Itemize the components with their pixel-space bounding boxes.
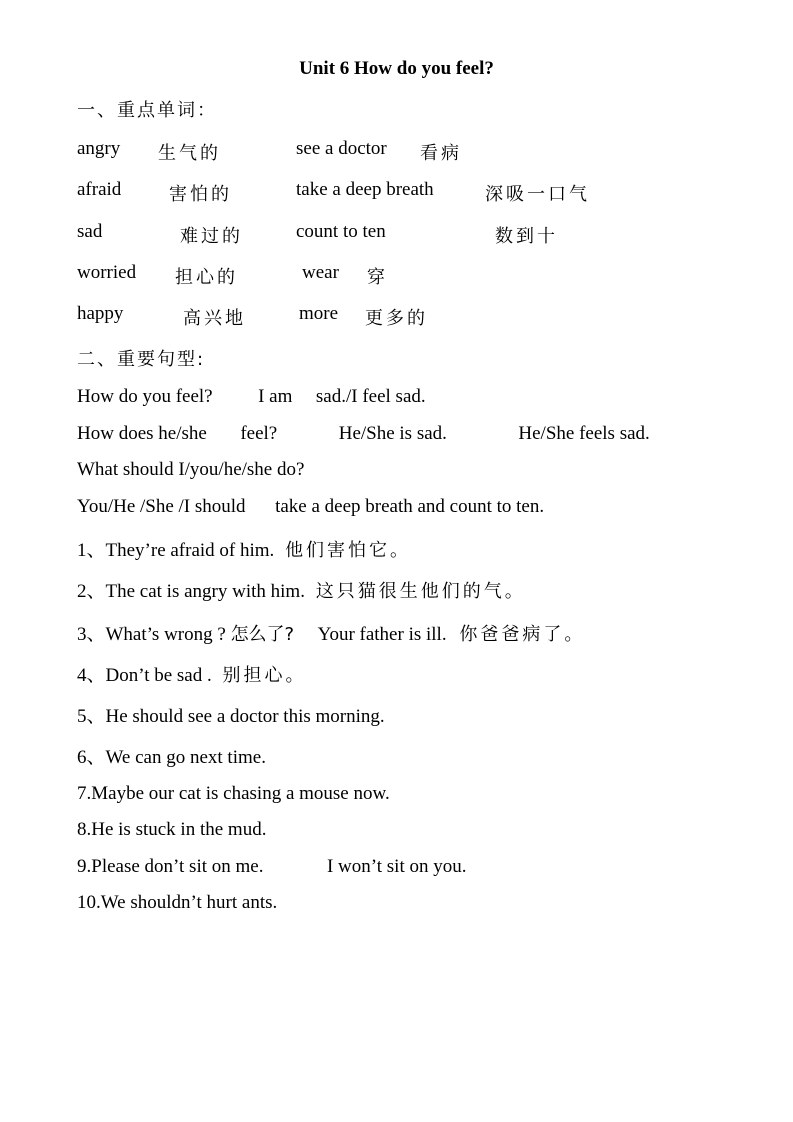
pattern-line xyxy=(77,496,544,518)
section-heading-patterns: 二、重要句型: xyxy=(77,349,206,370)
sentence-item xyxy=(77,535,411,562)
sentence-item xyxy=(77,619,585,646)
sentence-chinese: 你爸爸病了。 xyxy=(459,624,586,645)
pattern-text: How does he/she xyxy=(77,423,207,444)
pattern-text: feel? xyxy=(240,423,278,444)
sentence-item xyxy=(77,856,466,878)
sentence-english: 9.Please don’t sit on me. xyxy=(77,856,264,877)
vocab-word: happy xyxy=(77,303,124,324)
sentence-item: 6、We can go next time. xyxy=(77,747,266,768)
vocab-meaning: 更多的 xyxy=(365,308,428,329)
vocab-meaning: 难过的 xyxy=(180,226,243,247)
pattern-text: I am xyxy=(258,386,293,407)
vocab-word: sad xyxy=(77,221,103,242)
sentence-item: 8.He is stuck in the mud. xyxy=(77,819,267,840)
section-heading-vocab: 一、重点单词： xyxy=(77,100,217,121)
vocab-row xyxy=(77,262,777,286)
sentence-english: 1、They’re afraid of him. xyxy=(77,540,275,561)
pattern-text: take a deep breath and count to ten. xyxy=(275,496,545,517)
sentence-chinese: 别担心。 xyxy=(222,665,307,686)
vocab-meaning: 高兴地 xyxy=(183,308,246,329)
vocab-row xyxy=(77,303,777,327)
pattern-text: He/She is sad. xyxy=(338,423,447,444)
sentence-chinese: 他们害怕它。 xyxy=(285,540,412,561)
sentence-item: 10.We shouldn’t hurt ants. xyxy=(77,892,278,913)
vocab-row xyxy=(77,179,777,203)
vocab-meaning: 深吸一口气 xyxy=(485,184,590,205)
pattern-text: You/He /She /I should xyxy=(77,496,246,517)
page-title: Unit 6 How do you feel? xyxy=(299,58,494,79)
sentence-english: I won’t sit on you. xyxy=(326,856,467,877)
sentence-chinese: 怎么了? xyxy=(230,624,295,645)
pattern-line xyxy=(77,423,650,445)
sentence-item xyxy=(77,660,307,687)
vocab-meaning: 看病 xyxy=(420,143,462,164)
pattern-text: sad./I feel sad. xyxy=(315,386,426,407)
sentence-english: 3、What’s wrong ? xyxy=(77,624,226,645)
sentence-item: 5、He should see a doctor this morning. xyxy=(77,706,385,727)
sentence-english: Your father is ill. xyxy=(317,624,447,645)
vocab-word: afraid xyxy=(77,179,122,200)
sentence-english: 4、Don’t be sad . xyxy=(77,665,212,686)
vocab-word: take a deep breath xyxy=(296,179,434,200)
vocab-word: see a doctor xyxy=(296,138,387,159)
vocab-word: more xyxy=(299,303,339,324)
pattern-line xyxy=(77,386,426,408)
vocab-meaning: 生气的 xyxy=(158,143,221,164)
sentence-item xyxy=(77,576,526,603)
vocab-word: count to ten xyxy=(296,221,386,242)
pattern-line: What should I/you/he/she do? xyxy=(77,459,305,480)
vocab-meaning: 担心的 xyxy=(175,267,238,288)
sentence-english: 2、The cat is angry with him. xyxy=(77,581,305,602)
vocab-word: angry xyxy=(77,138,121,159)
vocab-row xyxy=(77,138,777,162)
sentence-item: 7.Maybe our cat is chasing a mouse now. xyxy=(77,783,390,804)
sentence-chinese: 这只猫很生他们的气。 xyxy=(315,581,526,602)
vocab-word: worried xyxy=(77,262,137,283)
vocab-word: wear xyxy=(302,262,339,283)
pattern-text: How do you feel? xyxy=(77,386,213,407)
vocab-meaning: 穿 xyxy=(367,267,388,288)
vocab-meaning: 害怕的 xyxy=(169,184,232,205)
pattern-text: He/She feels sad. xyxy=(518,423,650,444)
vocab-meaning: 数到十 xyxy=(495,226,558,247)
vocab-row xyxy=(77,221,777,245)
